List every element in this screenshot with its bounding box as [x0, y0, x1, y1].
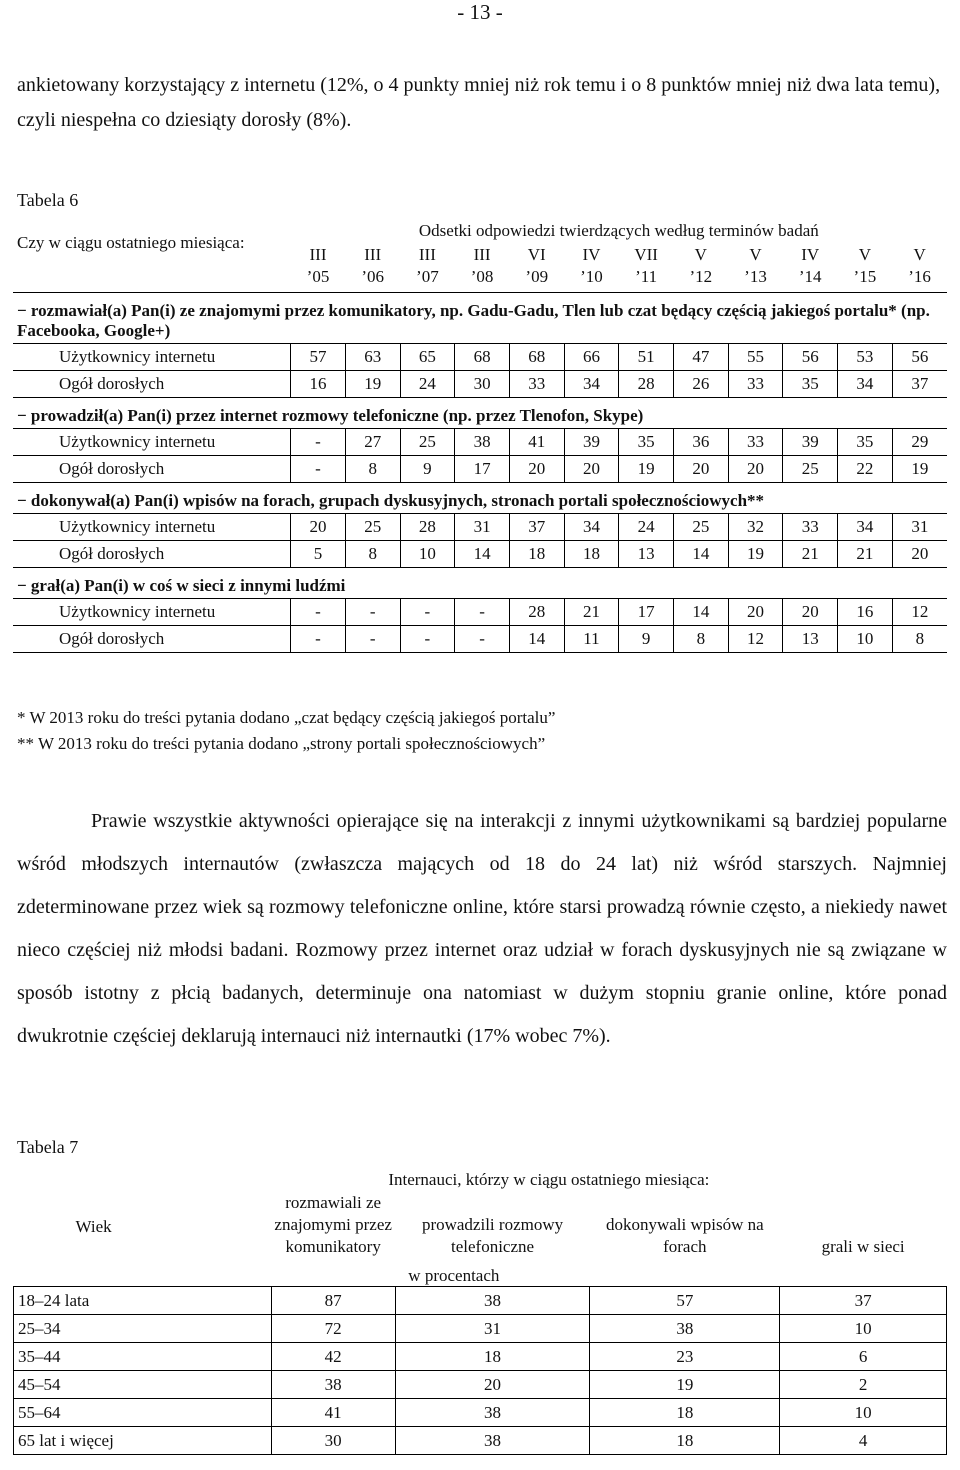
table-cell: 18 — [590, 1399, 780, 1427]
table-cell: 51 — [619, 344, 674, 371]
table-cell: 13 — [619, 541, 674, 568]
row-label: 35–44 — [14, 1343, 272, 1371]
body-paragraph-first: Prawie wszystkie aktywności opierające się na interakcji z innymi użytkownikami są bardziej popularne wśród młodszych internautów (zwłaszcza mających od 18 do 24 lat) niż wśród starszych. — [17, 810, 947, 875]
table-cell: 19 — [892, 456, 947, 483]
table-cell: 18 — [590, 1427, 780, 1455]
table-row — [14, 1315, 947, 1343]
table-cell: 19 — [728, 541, 783, 568]
term-year: ’09 — [525, 267, 549, 286]
term-month: V — [858, 245, 872, 264]
table-cell: 25 — [673, 514, 728, 541]
table6-term-header — [400, 244, 455, 293]
table-cell: 36 — [673, 429, 728, 456]
table-cell: 20 — [728, 456, 783, 483]
row-label: 25–34 — [14, 1315, 272, 1343]
table-cell: 66 — [564, 344, 619, 371]
table-cell: 35 — [619, 429, 674, 456]
term-year: ’13 — [744, 267, 767, 286]
table-row — [14, 1427, 947, 1455]
table-cell: 34 — [564, 371, 619, 398]
table-cell: 19 — [345, 371, 400, 398]
table-cell: 31 — [455, 514, 510, 541]
table-row — [13, 371, 947, 398]
table-row — [13, 456, 947, 483]
table7-column-header: rozmawiali ze znajomymi przez komunikatory — [274, 1193, 392, 1256]
table-cell: 63 — [345, 344, 400, 371]
table-cell: 28 — [619, 371, 674, 398]
table6-term-header — [455, 244, 510, 293]
table-cell: 34 — [564, 514, 619, 541]
row-label: Ogół dorosłych — [13, 626, 291, 653]
table-cell: 18 — [564, 541, 619, 568]
table-cell: 19 — [590, 1371, 780, 1399]
table6-term-header — [509, 244, 564, 293]
table-cell: 24 — [619, 514, 674, 541]
row-label: Ogół dorosłych — [13, 371, 291, 398]
table-cell: 38 — [590, 1315, 780, 1343]
term-month: V — [694, 245, 707, 264]
table-cell: 20 — [892, 541, 947, 568]
table-cell: 8 — [673, 626, 728, 653]
table-cell: 18 — [509, 541, 564, 568]
table7-column-header: grali w sieci — [821, 1237, 905, 1256]
table-cell: 10 — [400, 541, 455, 568]
table-cell: 23 — [590, 1343, 780, 1371]
table7-column-header: prowadzili rozmowy telefoniczne — [421, 1215, 564, 1256]
table6-term-header — [619, 244, 674, 293]
term-month: V — [913, 245, 926, 264]
table-cell: 35 — [838, 429, 893, 456]
table7-unit-text: w procentach — [408, 1266, 500, 1285]
term-year: ’11 — [635, 267, 658, 286]
table-cell: 20 — [564, 456, 619, 483]
table6-body — [13, 293, 947, 653]
table-cell: - — [291, 599, 346, 626]
table-cell: - — [345, 599, 400, 626]
body-paragraph-rest: Najmniej zdeterminowane przez wiek są rozmowy telefoniczne online, które starsi prowadzą równie często, a niekiedy nawet nieco częściej niż młodsi badani. Rozmowy przez internet oraz udział w forach dyskusyjnych nie są związane w sposób istotny z płcią badanych, determinuje ona natomiast w dużym stopniu granie online, które ponad dwukrotnie częściej deklarują internauci niż internautki (17% wobec 7%). — [17, 853, 947, 1047]
table-cell: 56 — [892, 344, 947, 371]
table-cell: 34 — [838, 514, 893, 541]
table-cell: 16 — [291, 371, 346, 398]
row-label: Użytkownicy internetu — [13, 599, 291, 626]
table-cell: 21 — [783, 541, 838, 568]
term-year: ’16 — [908, 267, 931, 286]
table-cell: - — [291, 626, 346, 653]
table6-section-title: − grał(a) Pan(i) w coś w sieci z innymi ludźmi — [17, 576, 346, 595]
table7-body — [14, 1287, 947, 1455]
table6-term-header — [291, 244, 346, 293]
table-cell: 14 — [509, 626, 564, 653]
row-label: 45–54 — [14, 1371, 272, 1399]
table7-group-header-text: Internauci, którzy w ciągu ostatniego miesiąca: — [388, 1170, 710, 1189]
table-cell: 31 — [892, 514, 947, 541]
table-cell: 38 — [395, 1287, 590, 1315]
term-month: III — [364, 245, 382, 264]
footnote: ** W 2013 roku do treści pytania dodano „strony portali społecznościowych” — [17, 734, 546, 753]
table-cell: 38 — [455, 429, 510, 456]
row-label: 18–24 lata — [14, 1287, 272, 1315]
table-cell: 41 — [509, 429, 564, 456]
row-label: 65 lat i więcej — [14, 1427, 272, 1455]
table-cell: 2 — [780, 1371, 947, 1399]
term-month: III — [473, 245, 491, 264]
table-row — [14, 1287, 947, 1315]
table-cell: 13 — [783, 626, 838, 653]
row-label: 55–64 — [14, 1399, 272, 1427]
table-cell: 56 — [783, 344, 838, 371]
table6-term-header — [673, 244, 728, 293]
table-cell: 33 — [783, 514, 838, 541]
table-cell: - — [291, 456, 346, 483]
table-row — [13, 599, 947, 626]
term-month: VII — [634, 245, 658, 264]
table-cell: - — [291, 429, 346, 456]
table6-term-header — [783, 244, 838, 293]
table-cell: 30 — [271, 1427, 395, 1455]
body-paragraph-text — [17, 800, 947, 1058]
table-cell: 20 — [509, 456, 564, 483]
table6-caption: Tabela 6 — [17, 190, 79, 210]
term-month: V — [749, 245, 762, 264]
term-year: ’15 — [853, 267, 877, 286]
table-cell: 20 — [395, 1371, 590, 1399]
table-cell: 34 — [838, 371, 893, 398]
table-cell: - — [455, 599, 510, 626]
table-cell: 22 — [838, 456, 893, 483]
table-cell: - — [455, 626, 510, 653]
table-cell: 9 — [619, 626, 674, 653]
table6-term-header — [892, 244, 947, 293]
table6-section-row — [13, 293, 947, 344]
table-cell: 55 — [728, 344, 783, 371]
table6-term-header — [345, 244, 400, 293]
table-cell: 12 — [892, 599, 947, 626]
table-cell: 37 — [509, 514, 564, 541]
table6-question-header: Czy w ciągu ostatniego miesiąca: — [13, 218, 291, 293]
table7-caption: Tabela 7 — [17, 1137, 79, 1157]
table6-section-row — [13, 483, 947, 514]
table-cell: 33 — [728, 371, 783, 398]
term-year: ’12 — [689, 267, 713, 286]
table-cell: 28 — [400, 514, 455, 541]
table-cell: 20 — [673, 456, 728, 483]
term-month: IV — [801, 245, 820, 264]
table-cell: 14 — [673, 541, 728, 568]
table-cell: 20 — [291, 514, 346, 541]
table-cell: 9 — [400, 456, 455, 483]
table-cell: 68 — [509, 344, 564, 371]
table6-section-row — [13, 398, 947, 429]
table-cell: 11 — [564, 626, 619, 653]
table-cell: 30 — [455, 371, 510, 398]
table6-term-header — [728, 244, 783, 293]
table6-term-header — [564, 244, 619, 293]
table-row — [14, 1371, 947, 1399]
table-cell: 57 — [291, 344, 346, 371]
table-cell: 17 — [455, 456, 510, 483]
row-label: Ogół dorosłych — [13, 456, 291, 483]
table-cell: 38 — [395, 1427, 590, 1455]
row-label: Użytkownicy internetu — [13, 344, 291, 371]
table-cell: 39 — [783, 429, 838, 456]
table-cell: 42 — [271, 1343, 395, 1371]
table-cell: 41 — [271, 1399, 395, 1427]
table-cell: 24 — [400, 371, 455, 398]
table-cell: 12 — [728, 626, 783, 653]
table-cell: - — [400, 626, 455, 653]
table-cell: 8 — [345, 541, 400, 568]
table-cell: 38 — [395, 1399, 590, 1427]
table7-age-header: Wiek — [14, 1168, 272, 1287]
table-cell: 28 — [509, 599, 564, 626]
term-year: ’08 — [470, 267, 494, 286]
table-cell: 32 — [728, 514, 783, 541]
table-cell: 25 — [783, 456, 838, 483]
table-cell: 47 — [673, 344, 728, 371]
term-year: ’05 — [306, 267, 330, 286]
table-cell: 18 — [395, 1343, 590, 1371]
table-cell: 26 — [673, 371, 728, 398]
row-label: Użytkownicy internetu — [13, 429, 291, 456]
table-row — [13, 626, 947, 653]
table-cell: 72 — [271, 1315, 395, 1343]
table6-span-header: Odsetki odpowiedzi twierdzących według terminów badań — [418, 221, 819, 240]
table6-section-row — [13, 568, 947, 599]
footnote: * W 2013 roku do treści pytania dodano „czat będący częścią jakiegoś portalu” — [17, 708, 556, 727]
row-label: Użytkownicy internetu — [13, 514, 291, 541]
page-number: - 13 - — [457, 0, 503, 24]
intro-paragraph: ankietowany korzystający z internetu (12%, o 4 punkty mniej niż rok temu i o 8 punktów mniej niż dwa lata temu), czyli niespełna co dziesiąty dorosły (8%). — [17, 74, 941, 131]
table-cell: 25 — [345, 514, 400, 541]
table-cell: 19 — [619, 456, 674, 483]
table-cell: 53 — [838, 344, 893, 371]
table-cell: 10 — [780, 1315, 947, 1343]
term-month: VI — [527, 245, 546, 264]
table-row — [13, 429, 947, 456]
table-cell: 37 — [892, 371, 947, 398]
term-month: IV — [582, 245, 601, 264]
table-cell: - — [345, 626, 400, 653]
table-cell: 20 — [728, 599, 783, 626]
term-year: ’06 — [361, 267, 385, 286]
table-row — [13, 344, 947, 371]
term-month: III — [418, 245, 436, 264]
table-cell: 68 — [455, 344, 510, 371]
term-year: ’07 — [416, 267, 439, 286]
table6-section-title: − dokonywał(a) Pan(i) wpisów na forach, grupach dyskusyjnych, stronach portali społecznościowych** — [17, 491, 765, 510]
table7-group-header — [271, 1168, 946, 1192]
table-cell: 33 — [728, 429, 783, 456]
table-cell: 21 — [838, 541, 893, 568]
table-cell: 5 — [291, 541, 346, 568]
table-cell: 39 — [564, 429, 619, 456]
table-cell: 8 — [892, 626, 947, 653]
table6-section-title: − prowadził(a) Pan(i) przez internet rozmowy telefoniczne (np. przez Tlenofon, Skype) — [17, 406, 644, 425]
table-cell: 10 — [838, 626, 893, 653]
table-cell: 17 — [619, 599, 674, 626]
table-cell: 6 — [780, 1343, 947, 1371]
table-cell: 27 — [345, 429, 400, 456]
table-cell: 10 — [780, 1399, 947, 1427]
body-paragraph — [17, 800, 947, 1058]
table-cell: 35 — [783, 371, 838, 398]
table-cell: 87 — [271, 1287, 395, 1315]
table-cell: 33 — [509, 371, 564, 398]
table-row — [14, 1399, 947, 1427]
table6-footnotes — [17, 705, 555, 757]
row-label: Ogół dorosłych — [13, 541, 291, 568]
table-cell: 57 — [590, 1287, 780, 1315]
table-cell: 14 — [673, 599, 728, 626]
table6-section-title: − rozmawiał(a) Pan(i) ze znajomymi przez komunikatory, np. Gadu-Gadu, Tlen lub czat będący częścią jakiegoś portalu* (np. Facebooka, Google+) — [17, 301, 930, 340]
table7-unit — [271, 1260, 946, 1287]
term-year: ’14 — [798, 267, 822, 286]
table-cell: 25 — [400, 429, 455, 456]
table-row — [13, 541, 947, 568]
table-cell: 38 — [271, 1371, 395, 1399]
table-cell: 4 — [780, 1427, 947, 1455]
table-cell: 29 — [892, 429, 947, 456]
table-cell: 14 — [455, 541, 510, 568]
table-cell: 65 — [400, 344, 455, 371]
table-cell: 37 — [780, 1287, 947, 1315]
table-cell: 31 — [395, 1315, 590, 1343]
table7-column-header: dokonywali wpisów na forach — [605, 1215, 764, 1256]
table-cell: 20 — [783, 599, 838, 626]
table7 — [13, 1168, 947, 1455]
table-cell: 16 — [838, 599, 893, 626]
table-row — [14, 1343, 947, 1371]
table-cell: - — [400, 599, 455, 626]
table-cell: 8 — [345, 456, 400, 483]
term-month: III — [309, 245, 327, 264]
table-row — [13, 514, 947, 541]
table6 — [13, 218, 947, 653]
table-cell: 21 — [564, 599, 619, 626]
table6-term-header — [838, 244, 893, 293]
term-year: ’10 — [580, 267, 603, 286]
